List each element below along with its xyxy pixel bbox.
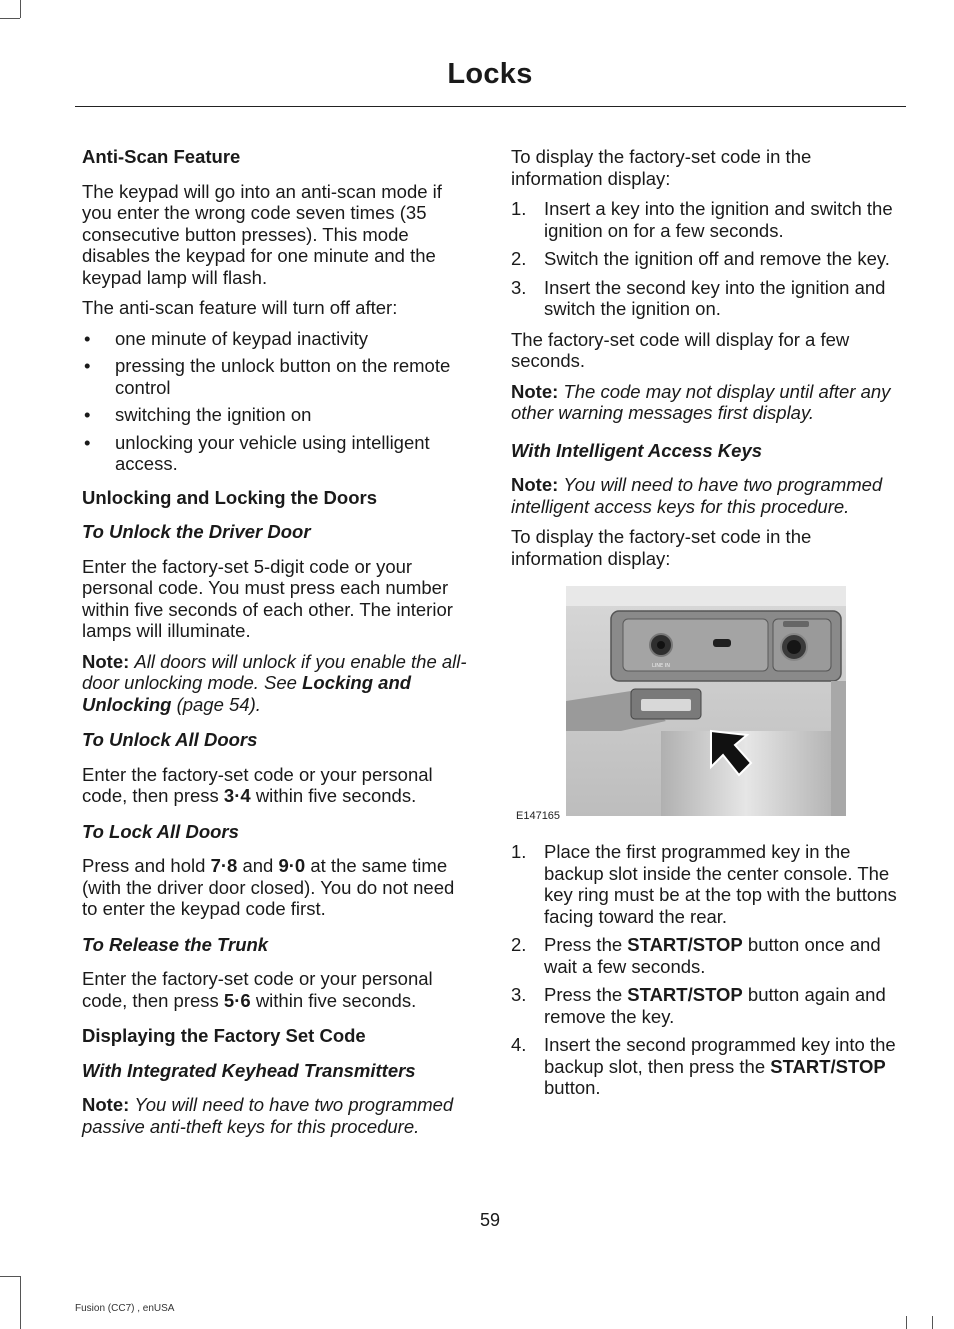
bullet-icon: • <box>84 431 91 453</box>
bullet-icon: • <box>84 327 91 349</box>
subsection-heading: With Integrated Keyhead Transmitters <box>82 1059 416 1081</box>
document-id: Fusion (CC7) , enUSA <box>75 1303 175 1314</box>
crop-mark <box>0 18 20 19</box>
step-number: 2. <box>511 934 527 955</box>
list-item: 4. Insert the second programmed key into the backup slot, then press the START/STOP button. <box>511 1034 896 1098</box>
keypad-keys: 3·4 <box>223 785 251 806</box>
step-number: 1. <box>511 198 527 219</box>
start-stop-label: START/STOP <box>770 1055 886 1077</box>
paragraph: Press and hold 7·8 and 9·0 at the same time (with the driver door closed). You do not need to enter the keypad code first. <box>82 855 455 919</box>
keypad-keys: 7·8 <box>210 855 238 876</box>
bullet-list <box>82 328 474 475</box>
line-in-label: LINE IN <box>652 663 670 669</box>
bullet-icon: • <box>84 355 91 376</box>
section-heading: Unlocking and Locking the Doors <box>82 486 377 508</box>
list-item: 2. Switch the ignition off and remove the key. <box>511 248 890 269</box>
paragraph: Enter the factory-set code or your personal code, then press 5·6 within five seconds. <box>82 968 433 1011</box>
bullet-icon: • <box>84 404 91 425</box>
note: Note: The code may not display until after any other warning messages first display. <box>511 380 891 423</box>
step-list <box>511 198 903 320</box>
list-item: 1. Insert a key into the ignition and switch the ignition on for a few seconds. <box>511 198 893 241</box>
start-stop-label: START/STOP <box>627 934 743 955</box>
title-divider <box>75 106 906 107</box>
page-title: Locks <box>447 58 533 90</box>
paragraph: The keypad will go into an anti-scan mode if you enter the wrong code seven times (35 consecutive button presses). This mode disables the keypad for one minute and the keypad lamp will flash. <box>82 180 442 288</box>
subsection-heading: With Intelligent Access Keys <box>511 439 763 461</box>
list-item: 3. Insert the second key into the ignition and switch the ignition on. <box>511 276 886 319</box>
keypad-keys: 5·6 <box>223 989 251 1011</box>
note: Note: You will need to have two programmed passive anti-theft keys for this procedure. <box>82 1094 454 1137</box>
crop-mark <box>20 0 21 18</box>
subsection-heading: To Unlock the Driver Door <box>82 521 311 542</box>
subsection-heading: To Unlock All Doors <box>82 729 258 750</box>
start-stop-label: START/STOP <box>627 984 743 1005</box>
section-heading: Anti-Scan Feature <box>82 146 241 167</box>
list-item: • one minute of keypad inactivity <box>84 327 368 349</box>
note-label: Note: <box>511 474 559 495</box>
list-item: • unlocking your vehicle using intelligent access. <box>84 431 430 474</box>
subsection-heading: To Release the Trunk <box>82 933 269 955</box>
paragraph: To display the factory-set code in the information display: <box>511 526 812 569</box>
paragraph: To display the factory-set code in the information display: <box>511 146 812 189</box>
left-column <box>82 146 474 1146</box>
crop-mark <box>932 1316 933 1329</box>
page-number: 59 <box>479 1210 501 1230</box>
paragraph: The factory-set code will display for a few seconds. <box>511 328 850 371</box>
step-number: 1. <box>511 841 527 862</box>
note: Note: You will need to have two programmed intelligent access keys for this procedure. <box>511 474 883 517</box>
step-number: 2. <box>511 248 527 269</box>
list-item: • pressing the unlock button on the remote control <box>84 355 451 398</box>
subsection-heading: To Lock All Doors <box>82 820 239 842</box>
note-label: Note: <box>82 650 130 672</box>
note: Note: All doors will unlock if you enable the all-door unlocking mode. See Locking and Unlocking (page 54). <box>82 650 467 715</box>
list-item: • switching the ignition on <box>84 404 312 425</box>
note-label: Note: <box>511 380 559 402</box>
paragraph: Enter the factory-set 5-digit code or your personal code. You must press each number within five seconds of each other. The interior lamps will illuminate. <box>82 555 453 641</box>
step-number: 3. <box>511 984 527 1005</box>
console-illustration <box>511 581 903 829</box>
note-label: Note: <box>82 1094 130 1115</box>
step-list <box>511 841 903 1099</box>
paragraph: Enter the factory-set code or your personal code, then press 3·4 within five seconds. <box>82 763 433 806</box>
list-item: 1. Place the first programmed key in the backup slot inside the center console. The key ring must be at the top with the buttons facing toward the rear. <box>511 841 897 927</box>
cross-reference-link[interactable]: Locking and Unlocking <box>82 672 412 715</box>
figure-caption: E147165 <box>516 809 561 822</box>
list-item: 3. Press the START/STOP button again and remove the key. <box>511 984 886 1027</box>
crop-mark <box>20 1276 21 1329</box>
section-heading: Displaying the Factory Set Code <box>82 1025 366 1046</box>
crop-mark <box>0 1276 20 1277</box>
step-number: 4. <box>511 1034 527 1055</box>
step-number: 3. <box>511 276 527 298</box>
keypad-keys: 9·0 <box>278 855 306 876</box>
crop-mark <box>906 1316 907 1329</box>
list-item: 2. Press the START/STOP button once and wait a few seconds. <box>511 934 881 977</box>
right-column <box>511 146 903 1108</box>
center-console-image <box>511 581 903 829</box>
paragraph: The anti-scan feature will turn off after: <box>82 297 398 318</box>
